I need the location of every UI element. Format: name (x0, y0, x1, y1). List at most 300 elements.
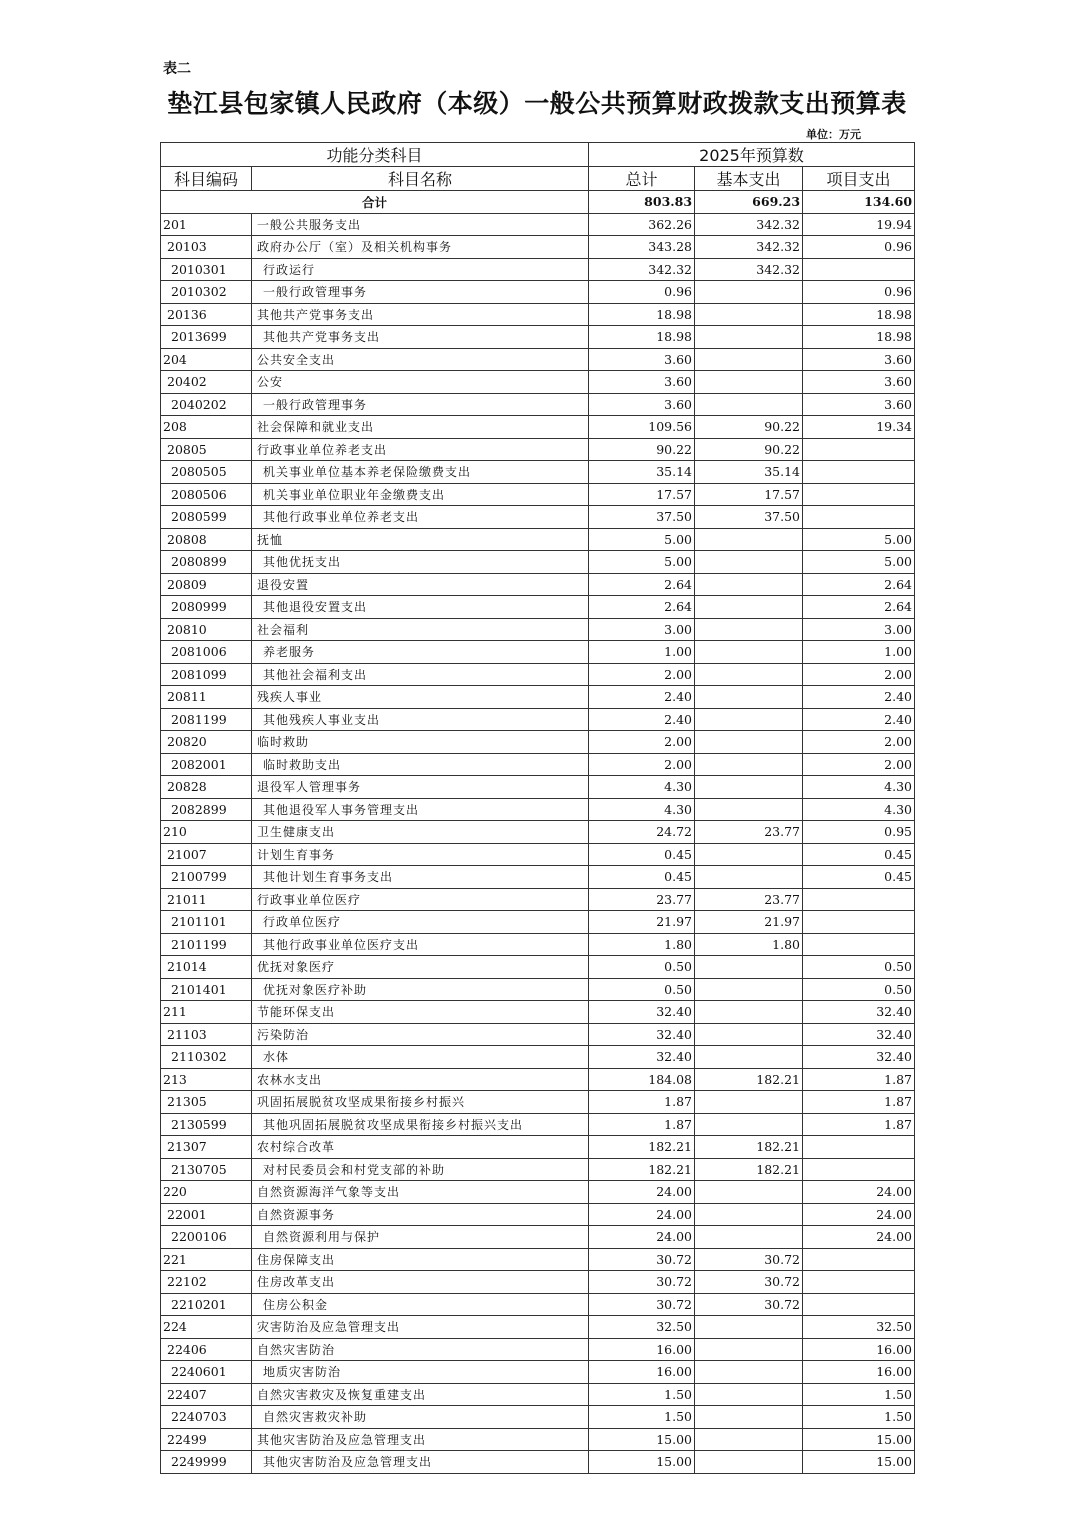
row-total: 182.21 (589, 1136, 695, 1159)
row-name: 住房改革支出 (252, 1271, 589, 1294)
row-name: 其他巩固拓展脱贫攻坚成果衔接乡村振兴支出 (252, 1113, 589, 1136)
row-name: 行政事业单位养老支出 (252, 438, 589, 461)
row-code: 21014 (161, 956, 252, 979)
row-code: 210 (161, 821, 252, 844)
row-basic (695, 371, 803, 394)
row-code: 22406 (161, 1338, 252, 1361)
row-basic: 90.22 (695, 438, 803, 461)
row-code: 2101401 (161, 978, 252, 1001)
row-project: 15.00 (803, 1428, 915, 1451)
row-basic: 182.21 (695, 1136, 803, 1159)
table-row (161, 843, 915, 866)
row-total: 16.00 (589, 1338, 695, 1361)
row-basic (695, 1406, 803, 1429)
row-code: 2240703 (161, 1406, 252, 1429)
row-project (803, 1293, 915, 1316)
table-body (161, 191, 915, 1474)
table-label: 表二 (163, 61, 191, 77)
row-total: 23.77 (589, 888, 695, 911)
row-total: 2.00 (589, 731, 695, 754)
row-project: 24.00 (803, 1226, 915, 1249)
row-basic: 182.21 (695, 1068, 803, 1091)
table-row (161, 483, 915, 506)
table-row (161, 1248, 915, 1271)
row-code: 211 (161, 1001, 252, 1024)
row-basic (695, 1451, 803, 1474)
row-total: 182.21 (589, 1158, 695, 1181)
row-name: 农村综合改革 (252, 1136, 589, 1159)
row-basic (695, 348, 803, 371)
page-title: 垫江县包家镇人民政府（本级）一般公共预算财政拨款支出预算表 (167, 89, 907, 118)
row-project: 4.30 (803, 798, 915, 821)
table-row (161, 731, 915, 754)
row-code: 204 (161, 348, 252, 371)
row-total: 37.50 (589, 506, 695, 529)
row-basic (695, 641, 803, 664)
row-code: 2200106 (161, 1226, 252, 1249)
row-project (803, 461, 915, 484)
table-row (161, 1361, 915, 1384)
row-total: 3.00 (589, 618, 695, 641)
row-code: 20828 (161, 776, 252, 799)
row-name: 行政运行 (252, 258, 589, 281)
table-row (161, 1136, 915, 1159)
row-basic (695, 708, 803, 731)
row-project: 3.60 (803, 393, 915, 416)
table-row (161, 371, 915, 394)
row-name: 残疾人事业 (252, 686, 589, 709)
row-total: 1.87 (589, 1113, 695, 1136)
row-name: 巩固拓展脱贫攻坚成果衔接乡村振兴 (252, 1091, 589, 1114)
row-code: 201 (161, 213, 252, 236)
row-project: 1.87 (803, 1068, 915, 1091)
row-code: 2130705 (161, 1158, 252, 1181)
row-basic: 30.72 (695, 1293, 803, 1316)
row-total: 1.80 (589, 933, 695, 956)
row-total: 3.60 (589, 348, 695, 371)
row-basic (695, 1203, 803, 1226)
row-total: 0.50 (589, 956, 695, 979)
row-project (803, 1158, 915, 1181)
row-project: 2.00 (803, 663, 915, 686)
row-total: 184.08 (589, 1068, 695, 1091)
row-basic (695, 281, 803, 304)
row-name: 灾害防治及应急管理支出 (252, 1316, 589, 1339)
table-row (161, 416, 915, 439)
row-basic (695, 1046, 803, 1069)
row-project (803, 933, 915, 956)
row-code: 20808 (161, 528, 252, 551)
row-code: 22001 (161, 1203, 252, 1226)
row-project: 15.00 (803, 1451, 915, 1474)
row-basic (695, 326, 803, 349)
row-basic (695, 731, 803, 754)
row-name: 自然资源海洋气象等支出 (252, 1181, 589, 1204)
table-row (161, 596, 915, 619)
row-code: 2010301 (161, 258, 252, 281)
row-total: 109.56 (589, 416, 695, 439)
row-code: 2080899 (161, 551, 252, 574)
row-code: 221 (161, 1248, 252, 1271)
row-name: 其他社会福利支出 (252, 663, 589, 686)
row-total: 24.72 (589, 821, 695, 844)
row-basic (695, 1361, 803, 1384)
row-total: 16.00 (589, 1361, 695, 1384)
row-project: 1.87 (803, 1113, 915, 1136)
row-total: 15.00 (589, 1451, 695, 1474)
row-project: 32.40 (803, 1023, 915, 1046)
table-row (161, 1113, 915, 1136)
row-project: 32.50 (803, 1316, 915, 1339)
row-code: 21007 (161, 843, 252, 866)
row-name: 行政事业单位医疗 (252, 888, 589, 911)
row-name: 其他灾害防治及应急管理支出 (252, 1451, 589, 1474)
row-basic (695, 618, 803, 641)
row-basic: 182.21 (695, 1158, 803, 1181)
row-basic (695, 866, 803, 889)
row-code: 21103 (161, 1023, 252, 1046)
row-total: 90.22 (589, 438, 695, 461)
row-project: 16.00 (803, 1338, 915, 1361)
row-name: 政府办公厅（室）及相关机构事务 (252, 236, 589, 259)
row-total: 15.00 (589, 1428, 695, 1451)
row-basic (695, 551, 803, 574)
row-total: 2.00 (589, 663, 695, 686)
total-label: 合计 (161, 191, 589, 214)
row-basic (695, 303, 803, 326)
row-code: 2130599 (161, 1113, 252, 1136)
row-basic: 342.32 (695, 258, 803, 281)
row-name: 优抚对象医疗补助 (252, 978, 589, 1001)
row-name: 其他残疾人事业支出 (252, 708, 589, 731)
row-basic (695, 956, 803, 979)
row-basic (695, 753, 803, 776)
header-total: 总计 (589, 167, 695, 191)
row-project: 16.00 (803, 1361, 915, 1384)
row-project: 32.40 (803, 1046, 915, 1069)
row-name: 地质灾害防治 (252, 1361, 589, 1384)
row-name: 节能环保支出 (252, 1001, 589, 1024)
row-code: 2080999 (161, 596, 252, 619)
row-total: 4.30 (589, 776, 695, 799)
row-project: 4.30 (803, 776, 915, 799)
row-total: 2.40 (589, 686, 695, 709)
row-name: 退役军人管理事务 (252, 776, 589, 799)
table-row (161, 1451, 915, 1474)
header-group-row (161, 143, 915, 167)
row-total: 2.40 (589, 708, 695, 731)
row-code: 20402 (161, 371, 252, 394)
row-total: 24.00 (589, 1181, 695, 1204)
unit-label: 单位：万元 (806, 128, 861, 141)
row-name: 自然资源利用与保护 (252, 1226, 589, 1249)
row-name: 农林水支出 (252, 1068, 589, 1091)
row-name: 自然灾害救灾及恢复重建支出 (252, 1383, 589, 1406)
row-name: 其他行政事业单位养老支出 (252, 506, 589, 529)
row-name: 对村民委员会和村党支部的补助 (252, 1158, 589, 1181)
row-code: 22102 (161, 1271, 252, 1294)
row-project: 1.50 (803, 1406, 915, 1429)
table-row (161, 1316, 915, 1339)
row-code: 20820 (161, 731, 252, 754)
row-project: 19.94 (803, 213, 915, 236)
table-row (161, 281, 915, 304)
row-total: 30.72 (589, 1271, 695, 1294)
row-name: 其他退役军人事务管理支出 (252, 798, 589, 821)
row-project (803, 483, 915, 506)
row-total: 0.45 (589, 866, 695, 889)
row-total: 18.98 (589, 303, 695, 326)
row-basic (695, 573, 803, 596)
row-basic (695, 1338, 803, 1361)
row-project: 32.40 (803, 1001, 915, 1024)
row-project: 2.40 (803, 708, 915, 731)
row-code: 2013699 (161, 326, 252, 349)
row-basic: 35.14 (695, 461, 803, 484)
row-code: 2082899 (161, 798, 252, 821)
row-name: 抚恤 (252, 528, 589, 551)
row-basic: 30.72 (695, 1248, 803, 1271)
row-name: 一般公共服务支出 (252, 213, 589, 236)
row-total: 2.64 (589, 596, 695, 619)
row-total: 30.72 (589, 1248, 695, 1271)
table-row (161, 326, 915, 349)
table-row (161, 1428, 915, 1451)
row-project: 0.95 (803, 821, 915, 844)
row-project: 0.50 (803, 956, 915, 979)
row-name: 污染防治 (252, 1023, 589, 1046)
row-total: 1.87 (589, 1091, 695, 1114)
total-cell-total: 803.83 (589, 191, 695, 214)
row-name: 其他灾害防治及应急管理支出 (252, 1428, 589, 1451)
row-total: 18.98 (589, 326, 695, 349)
row-project (803, 911, 915, 934)
row-code: 2080505 (161, 461, 252, 484)
row-basic: 23.77 (695, 821, 803, 844)
row-name: 其他共产党事务支出 (252, 326, 589, 349)
row-name: 计划生育事务 (252, 843, 589, 866)
row-project: 19.34 (803, 416, 915, 439)
row-project (803, 1271, 915, 1294)
row-total: 32.40 (589, 1023, 695, 1046)
row-code: 20810 (161, 618, 252, 641)
table-row (161, 1203, 915, 1226)
row-project: 3.00 (803, 618, 915, 641)
total-row (161, 191, 915, 214)
row-code: 2100799 (161, 866, 252, 889)
row-code: 2080506 (161, 483, 252, 506)
row-code: 2040202 (161, 393, 252, 416)
row-basic (695, 1428, 803, 1451)
row-name: 优抚对象医疗 (252, 956, 589, 979)
row-basic: 342.32 (695, 213, 803, 236)
row-basic: 17.57 (695, 483, 803, 506)
table-row (161, 461, 915, 484)
row-project (803, 506, 915, 529)
row-total: 3.60 (589, 393, 695, 416)
table-row (161, 798, 915, 821)
table-row (161, 911, 915, 934)
row-name: 住房公积金 (252, 1293, 589, 1316)
row-project: 18.98 (803, 326, 915, 349)
row-code: 21011 (161, 888, 252, 911)
total-cell-basic: 669.23 (695, 191, 803, 214)
row-basic (695, 798, 803, 821)
row-code: 20811 (161, 686, 252, 709)
table-row (161, 663, 915, 686)
row-basic: 37.50 (695, 506, 803, 529)
row-total: 24.00 (589, 1203, 695, 1226)
row-basic (695, 393, 803, 416)
row-project: 0.50 (803, 978, 915, 1001)
budget-table (160, 142, 915, 1474)
row-name: 其他退役安置支出 (252, 596, 589, 619)
table-row (161, 1068, 915, 1091)
row-basic (695, 1181, 803, 1204)
row-total: 343.28 (589, 236, 695, 259)
row-code: 2080599 (161, 506, 252, 529)
table-row (161, 1046, 915, 1069)
row-code: 2101101 (161, 911, 252, 934)
table-row (161, 618, 915, 641)
table-row (161, 348, 915, 371)
table-row (161, 236, 915, 259)
row-project: 2.64 (803, 596, 915, 619)
row-name: 自然资源事务 (252, 1203, 589, 1226)
row-name: 社会保障和就业支出 (252, 416, 589, 439)
table-row (161, 821, 915, 844)
row-project: 2.00 (803, 731, 915, 754)
row-code: 22499 (161, 1428, 252, 1451)
row-name: 住房保障支出 (252, 1248, 589, 1271)
row-name: 公安 (252, 371, 589, 394)
row-name: 其他优抚支出 (252, 551, 589, 574)
row-basic: 90.22 (695, 416, 803, 439)
table-row (161, 258, 915, 281)
row-total: 32.40 (589, 1001, 695, 1024)
table-row (161, 708, 915, 731)
row-code: 213 (161, 1068, 252, 1091)
row-basic (695, 1383, 803, 1406)
row-basic (695, 596, 803, 619)
table-row (161, 1181, 915, 1204)
row-total: 21.97 (589, 911, 695, 934)
row-total: 2.00 (589, 753, 695, 776)
row-project (803, 258, 915, 281)
table-row (161, 1226, 915, 1249)
row-code: 2081099 (161, 663, 252, 686)
header-column-row (161, 167, 915, 191)
table-row (161, 1091, 915, 1114)
row-basic (695, 528, 803, 551)
table-row (161, 888, 915, 911)
row-total: 5.00 (589, 528, 695, 551)
row-name: 临时救助 (252, 731, 589, 754)
row-code: 2010302 (161, 281, 252, 304)
row-basic (695, 686, 803, 709)
row-project: 1.00 (803, 641, 915, 664)
row-code: 2101199 (161, 933, 252, 956)
table-row (161, 1293, 915, 1316)
row-basic (695, 1001, 803, 1024)
row-name: 其他共产党事务支出 (252, 303, 589, 326)
row-code: 2082001 (161, 753, 252, 776)
row-name: 水体 (252, 1046, 589, 1069)
table-row (161, 1338, 915, 1361)
row-code: 20809 (161, 573, 252, 596)
row-total: 5.00 (589, 551, 695, 574)
table-row (161, 978, 915, 1001)
row-code: 2249999 (161, 1451, 252, 1474)
row-code: 2210201 (161, 1293, 252, 1316)
row-basic: 23.77 (695, 888, 803, 911)
row-code: 20805 (161, 438, 252, 461)
table-row (161, 956, 915, 979)
row-code: 20136 (161, 303, 252, 326)
row-total: 0.96 (589, 281, 695, 304)
table-row (161, 866, 915, 889)
row-total: 24.00 (589, 1226, 695, 1249)
row-project: 1.50 (803, 1383, 915, 1406)
table-row (161, 528, 915, 551)
row-code: 224 (161, 1316, 252, 1339)
table-row (161, 213, 915, 236)
header-name: 科目名称 (252, 167, 589, 191)
row-name: 行政单位医疗 (252, 911, 589, 934)
table-row (161, 1158, 915, 1181)
row-basic (695, 776, 803, 799)
header-budget-year: 2025年预算数 (589, 143, 915, 167)
row-total: 17.57 (589, 483, 695, 506)
table-row (161, 686, 915, 709)
row-project (803, 1248, 915, 1271)
row-code: 2081199 (161, 708, 252, 731)
row-name: 机关事业单位基本养老保险缴费支出 (252, 461, 589, 484)
row-project: 0.96 (803, 236, 915, 259)
row-code: 21307 (161, 1136, 252, 1159)
table-row (161, 438, 915, 461)
table-row (161, 776, 915, 799)
row-code: 2240601 (161, 1361, 252, 1384)
table-row (161, 393, 915, 416)
row-project: 3.60 (803, 348, 915, 371)
row-basic (695, 1226, 803, 1249)
row-name: 一般行政管理事务 (252, 281, 589, 304)
table-row (161, 641, 915, 664)
row-total: 32.40 (589, 1046, 695, 1069)
row-basic (695, 843, 803, 866)
row-code: 220 (161, 1181, 252, 1204)
row-total: 0.50 (589, 978, 695, 1001)
row-name: 社会福利 (252, 618, 589, 641)
row-total: 1.00 (589, 641, 695, 664)
row-name: 临时救助支出 (252, 753, 589, 776)
row-basic (695, 1316, 803, 1339)
header-project: 项目支出 (803, 167, 915, 191)
row-name: 其他计划生育事务支出 (252, 866, 589, 889)
row-project (803, 888, 915, 911)
row-project: 24.00 (803, 1203, 915, 1226)
row-name: 一般行政管理事务 (252, 393, 589, 416)
table-row (161, 1271, 915, 1294)
row-basic (695, 978, 803, 1001)
row-name: 公共安全支出 (252, 348, 589, 371)
row-name: 退役安置 (252, 573, 589, 596)
row-total: 2.64 (589, 573, 695, 596)
row-project: 3.60 (803, 371, 915, 394)
row-project (803, 438, 915, 461)
row-project: 2.00 (803, 753, 915, 776)
